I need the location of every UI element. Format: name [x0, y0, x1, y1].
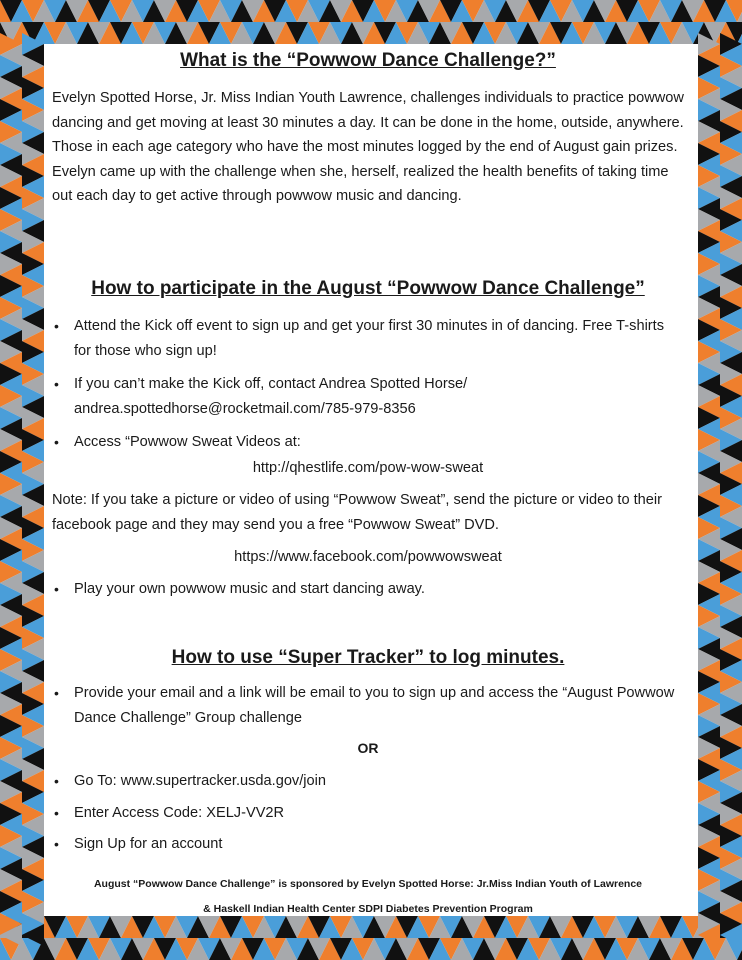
list-item: • Enter Access Code: XELJ-VV2R — [52, 801, 684, 826]
list-item: • Sign Up for an account — [52, 832, 684, 857]
tracker-list-bottom — [52, 769, 684, 857]
list-item: • Access “Powwow Sweat Videos at: — [52, 430, 684, 455]
bullet-icon: • — [54, 804, 59, 821]
list-item: • Provide your email and a link will be email to you to sign up and access the “August Powwow Dance Challenge” Group challenge — [52, 681, 684, 730]
list-item: • If you can’t make the Kick off, contact Andrea Spotted Horse/ andrea.spottedhorse@rocketmail.com/785-979-8356 — [52, 372, 684, 421]
or-separator: OR — [357, 740, 379, 756]
flyer-content-panel — [44, 44, 698, 916]
bullet-icon: • — [54, 773, 59, 789]
participate-list-bottom — [52, 577, 684, 602]
sponsor-line-1: August “Powwow Dance Challenge” is sponsored by Evelyn Spotted Horse: Jr.Miss Indian Youth of Lawrence — [93, 878, 643, 890]
tracker-list-top — [52, 681, 684, 730]
section-title-super-tracker: How to use “Super Tracker” to log minutes. — [171, 647, 565, 668]
bullet-icon: • — [54, 836, 59, 852]
bullet-icon: • — [54, 581, 59, 597]
list-item: • Go To: www.supertracker.usda.gov/join — [52, 769, 684, 794]
section-title-what-is: What is the “Powwow Dance Challenge?” — [180, 50, 556, 71]
bullet-icon: • — [54, 376, 59, 392]
powwow-sweat-url: http://qhestlife.com/pow-wow-sweat — [252, 460, 484, 476]
list-item: • Attend the Kick off event to sign up and get your first 30 minutes in of dancing. Free T-shirts for those who sign up! — [52, 314, 684, 363]
bullet-icon: • — [54, 318, 59, 334]
sponsor-line-2: & Haskell Indian Health Center SDPI Diabetes Prevention Program — [203, 903, 533, 915]
facebook-note: Note: If you take a picture or video of using “Powwow Sweat”, send the picture or video to their facebook page and they may send you a free “Powwow Sweat” DVD. — [52, 492, 663, 533]
sponsor-footer — [52, 872, 684, 922]
bullet-icon: • — [54, 434, 59, 450]
participate-list-top — [52, 314, 684, 455]
facebook-url: https://www.facebook.com/powwowsweat — [234, 549, 502, 565]
section-body-what-is: Evelyn Spotted Horse, Jr. Miss Indian Youth Lawrence, challenges individuals to practice powwow dancing and get moving at least 30 minutes a day. It can be done in the home, outside, anywhere. Those in each age category who have the most minutes logged by the end of August gain prizes. Evelyn came up with the challenge when she, herself, realized the health benefits of taking time out each day to get active through powwow music and dancing. — [52, 90, 684, 204]
section-title-how-to-participate: How to participate in the August “Powwow Dance Challenge” — [91, 278, 645, 299]
list-item: • Play your own powwow music and start dancing away. — [52, 577, 684, 602]
bullet-icon: • — [54, 685, 59, 701]
